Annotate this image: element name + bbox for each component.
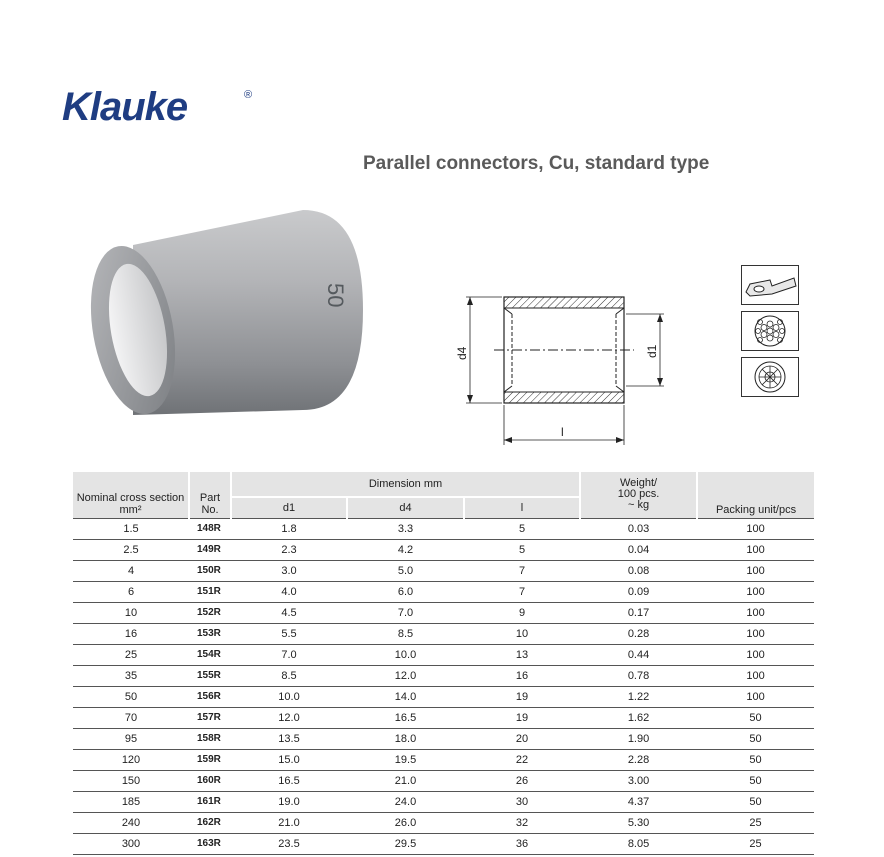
cell-cross: 95 — [73, 729, 189, 750]
cell-d4: 12.0 — [347, 666, 464, 687]
product-marking: 50 — [323, 283, 348, 308]
table-row — [73, 771, 814, 792]
cell-weight: 0.09 — [580, 582, 697, 603]
cell-l: 7 — [464, 582, 580, 603]
header-cross-section — [73, 472, 189, 519]
cell-d1: 10.0 — [231, 687, 347, 708]
header-weight-line2: 100 pcs. — [617, 488, 660, 500]
cell-part: 159R — [189, 750, 231, 771]
table-row — [73, 750, 814, 771]
cell-weight: 0.44 — [580, 645, 697, 666]
cell-cross: 70 — [73, 708, 189, 729]
cell-cross: 185 — [73, 792, 189, 813]
cell-d4: 4.2 — [347, 540, 464, 561]
cell-cross: 240 — [73, 813, 189, 834]
cell-cross: 35 — [73, 666, 189, 687]
cell-part: 160R — [189, 771, 231, 792]
cell-weight: 1.22 — [580, 687, 697, 708]
cell-d4: 29.5 — [347, 834, 464, 855]
d4-label: d4 — [455, 346, 469, 360]
l-label: l — [561, 425, 564, 439]
cell-d4: 26.0 — [347, 813, 464, 834]
cell-cross: 300 — [73, 834, 189, 855]
cell-l: 10 — [464, 624, 580, 645]
cell-pack: 50 — [697, 750, 814, 771]
cell-weight: 1.62 — [580, 708, 697, 729]
cell-d1: 15.0 — [231, 750, 347, 771]
table-row — [73, 540, 814, 561]
header-part-line1: Part — [199, 492, 221, 504]
cell-pack: 100 — [697, 624, 814, 645]
cell-cross: 16 — [73, 624, 189, 645]
product-photo — [88, 205, 363, 420]
cell-weight: 0.28 — [580, 624, 697, 645]
cell-pack: 100 — [697, 561, 814, 582]
cell-weight: 3.00 — [580, 771, 697, 792]
header-d1: d1 — [231, 497, 347, 519]
cell-cross: 120 — [73, 750, 189, 771]
cell-part: 151R — [189, 582, 231, 603]
cell-pack: 100 — [697, 603, 814, 624]
cell-d1: 3.0 — [231, 561, 347, 582]
cell-part: 158R — [189, 729, 231, 750]
header-part-line2: No. — [201, 504, 219, 516]
cell-d4: 18.0 — [347, 729, 464, 750]
cell-weight: 0.08 — [580, 561, 697, 582]
technical-drawing — [452, 290, 672, 450]
table-row — [73, 792, 814, 813]
header-packing-unit: Packing unit/pcs — [697, 472, 814, 519]
cell-pack: 50 — [697, 708, 814, 729]
table-row — [73, 603, 814, 624]
table-row — [73, 666, 814, 687]
cell-d1: 13.5 — [231, 729, 347, 750]
cell-d4: 21.0 — [347, 771, 464, 792]
logo-text: Klauke — [62, 85, 188, 129]
cell-d4: 7.0 — [347, 603, 464, 624]
cell-d4: 10.0 — [347, 645, 464, 666]
cell-l: 22 — [464, 750, 580, 771]
cell-cross: 2.5 — [73, 540, 189, 561]
cell-weight: 0.17 — [580, 603, 697, 624]
cell-part: 155R — [189, 666, 231, 687]
cell-pack: 100 — [697, 666, 814, 687]
d1-label: d1 — [645, 344, 659, 358]
table-row — [73, 582, 814, 603]
cell-d1: 7.0 — [231, 645, 347, 666]
cell-l: 7 — [464, 561, 580, 582]
cell-d1: 23.5 — [231, 834, 347, 855]
cell-pack: 100 — [697, 687, 814, 708]
table-row — [73, 624, 814, 645]
cell-part: 163R — [189, 834, 231, 855]
cell-d4: 3.3 — [347, 519, 464, 540]
header-weight-line3: ~ kg — [627, 499, 650, 511]
header-d4: d4 — [347, 497, 464, 519]
cell-l: 20 — [464, 729, 580, 750]
cell-d4: 16.5 — [347, 708, 464, 729]
cell-part: 148R — [189, 519, 231, 540]
cell-d4: 5.0 — [347, 561, 464, 582]
cell-weight: 0.78 — [580, 666, 697, 687]
cell-part: 156R — [189, 687, 231, 708]
cell-pack: 100 — [697, 645, 814, 666]
header-l: l — [464, 497, 580, 519]
cell-d1: 12.0 — [231, 708, 347, 729]
cell-cross: 1.5 — [73, 519, 189, 540]
cell-part: 162R — [189, 813, 231, 834]
cell-d1: 1.8 — [231, 519, 347, 540]
cell-l: 9 — [464, 603, 580, 624]
cell-l: 13 — [464, 645, 580, 666]
table-row — [73, 687, 814, 708]
cell-l: 32 — [464, 813, 580, 834]
table-row — [73, 519, 814, 540]
cell-cross: 50 — [73, 687, 189, 708]
registered-mark: ® — [244, 89, 253, 101]
cell-part: 157R — [189, 708, 231, 729]
cell-weight: 1.90 — [580, 729, 697, 750]
cell-part: 152R — [189, 603, 231, 624]
cell-pack: 50 — [697, 771, 814, 792]
cell-pack: 25 — [697, 813, 814, 834]
cell-d1: 5.5 — [231, 624, 347, 645]
cable-lug-icon — [741, 265, 799, 305]
cell-pack: 50 — [697, 729, 814, 750]
cell-weight: 5.30 — [580, 813, 697, 834]
cell-d1: 8.5 — [231, 666, 347, 687]
cell-l: 26 — [464, 771, 580, 792]
table-row — [73, 561, 814, 582]
cell-cross: 10 — [73, 603, 189, 624]
connector-specification-table — [73, 472, 814, 855]
cell-d4: 24.0 — [347, 792, 464, 813]
table-row — [73, 645, 814, 666]
fine-stranded-conductor-icon — [741, 311, 799, 351]
header-weight-line1: Weight/ — [619, 477, 658, 489]
cell-weight: 2.28 — [580, 750, 697, 771]
table-row — [73, 813, 814, 834]
cell-weight: 0.03 — [580, 519, 697, 540]
header-part-number — [189, 472, 231, 519]
header-weight — [580, 472, 697, 519]
page-title: Parallel connectors, Cu, standard type — [363, 153, 710, 174]
cell-weight: 0.04 — [580, 540, 697, 561]
cell-d1: 2.3 — [231, 540, 347, 561]
header-dimension: Dimension mm — [231, 472, 580, 497]
brand-logo — [62, 84, 262, 134]
header-cross-section-unit: mm² — [119, 504, 142, 516]
cell-weight: 8.05 — [580, 834, 697, 855]
cell-cross: 4 — [73, 561, 189, 582]
cell-l: 16 — [464, 666, 580, 687]
cell-pack: 100 — [697, 519, 814, 540]
cell-part: 149R — [189, 540, 231, 561]
cell-pack: 100 — [697, 540, 814, 561]
cell-d1: 4.5 — [231, 603, 347, 624]
cell-l: 5 — [464, 540, 580, 561]
cell-weight: 4.37 — [580, 792, 697, 813]
cell-d1: 21.0 — [231, 813, 347, 834]
cell-l: 19 — [464, 708, 580, 729]
cell-d1: 16.5 — [231, 771, 347, 792]
stranded-conductor-icon — [741, 357, 799, 397]
cell-cross: 6 — [73, 582, 189, 603]
header-cross-section-label: Nominal cross section — [76, 492, 185, 504]
cell-l: 36 — [464, 834, 580, 855]
cell-cross: 150 — [73, 771, 189, 792]
cell-part: 150R — [189, 561, 231, 582]
cell-d4: 8.5 — [347, 624, 464, 645]
cell-part: 161R — [189, 792, 231, 813]
cell-d1: 4.0 — [231, 582, 347, 603]
cell-d4: 19.5 — [347, 750, 464, 771]
table-row — [73, 834, 814, 855]
cell-d4: 14.0 — [347, 687, 464, 708]
cell-d4: 6.0 — [347, 582, 464, 603]
cell-cross: 25 — [73, 645, 189, 666]
cell-pack: 100 — [697, 582, 814, 603]
cell-pack: 50 — [697, 792, 814, 813]
cell-d1: 19.0 — [231, 792, 347, 813]
table-row — [73, 708, 814, 729]
cell-l: 19 — [464, 687, 580, 708]
cell-l: 30 — [464, 792, 580, 813]
table-body — [73, 519, 814, 855]
table-row — [73, 729, 814, 750]
cell-part: 154R — [189, 645, 231, 666]
cell-part: 153R — [189, 624, 231, 645]
cell-l: 5 — [464, 519, 580, 540]
cell-pack: 25 — [697, 834, 814, 855]
